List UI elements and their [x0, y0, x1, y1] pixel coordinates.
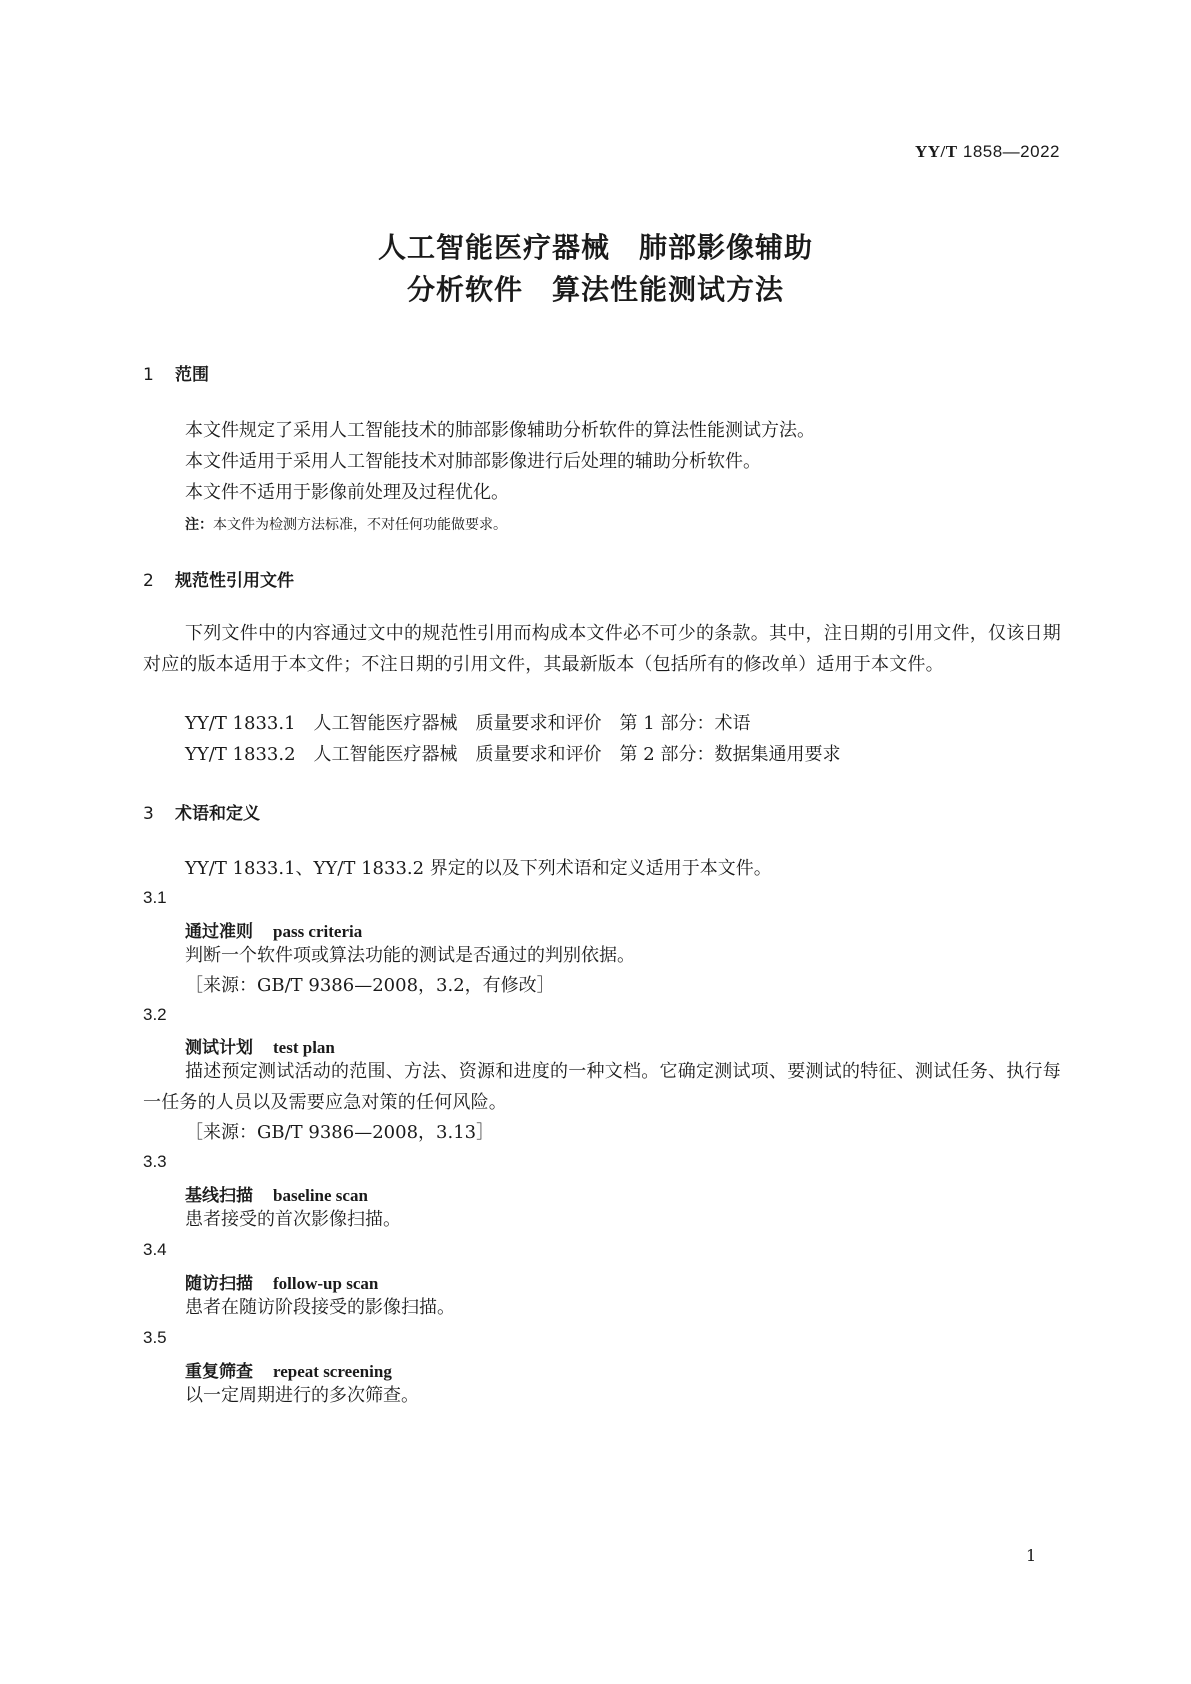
term-heading	[185, 1357, 392, 1382]
reference-subtitle: 质量要求和评价	[475, 713, 602, 734]
standard-code	[915, 142, 1060, 162]
term-definition: 患者在随访阶段接受的影像扫描。	[185, 1297, 455, 1318]
term-number: 3.5	[143, 1328, 167, 1347]
term-zh: 基线扫描	[185, 1186, 253, 1206]
term-en: pass criteria	[273, 922, 363, 941]
term-heading	[185, 1269, 378, 1294]
document-title-line1: 人工智能医疗器械 肺部影像辅助	[377, 231, 813, 264]
term-en: baseline scan	[273, 1186, 368, 1205]
section-3-heading	[143, 799, 260, 824]
reference-title: 人工智能医疗器械	[313, 744, 458, 765]
paragraph: 本文件适用于采用人工智能技术对肺部影像进行后处理的辅助分析软件。	[185, 451, 761, 472]
reference-code: YY/T 1833.1	[185, 713, 296, 734]
term-zh: 重复筛查	[185, 1362, 253, 1382]
page-number: 1	[1026, 1546, 1037, 1565]
reference-item	[185, 739, 840, 770]
term-en: repeat screening	[273, 1362, 392, 1381]
term-zh: 测试计划	[185, 1038, 253, 1058]
term-en: follow-up scan	[273, 1274, 379, 1293]
term-number: 3.2	[143, 1005, 167, 1024]
document-title-line2: 分析软件 算法性能测试方法	[406, 273, 784, 306]
term-definition: 判断一个软件项或算法功能的测试是否通过的判别依据。	[185, 945, 635, 966]
section-number: 1	[143, 365, 154, 385]
term-number: 3.4	[143, 1240, 167, 1259]
section-number: 3	[143, 804, 154, 824]
section-number: 2	[143, 571, 154, 591]
section-title: 范围	[175, 365, 209, 385]
note-label: 注：	[185, 517, 213, 533]
section-title: 规范性引用文件	[175, 571, 294, 591]
paragraph: 本文件规定了采用人工智能技术的肺部影像辅助分析软件的算法性能测试方法。	[185, 420, 815, 441]
paragraph: 本文件不适用于影像前处理及过程优化。	[185, 482, 509, 503]
standard-code-number: 1858—2022	[962, 142, 1060, 161]
reference-subtitle: 质量要求和评价	[475, 744, 602, 765]
term-zh: 通过准则	[185, 922, 253, 942]
term-number: 3.1	[143, 888, 167, 907]
term-definition: 患者接受的首次影像扫描。	[185, 1209, 401, 1230]
section-1-heading	[143, 360, 209, 385]
term-heading	[185, 917, 362, 942]
term-heading	[185, 1033, 335, 1058]
reference-item	[185, 708, 750, 739]
term-definition: 描述预定测试活动的范围、方法、资源和进度的一种文档。它确定测试项、要测试的特征、测试任务、执行每一任务的人员以及需要应急对策的任何风险。	[143, 1061, 1061, 1113]
term-definition: 以一定周期进行的多次筛查。	[185, 1385, 419, 1406]
reference-title: 人工智能医疗器械	[313, 713, 458, 734]
reference-code: YY/T 1833.2	[185, 744, 296, 765]
reference-part: 第 1 部分：术语	[619, 713, 751, 734]
term-number: 3.3	[143, 1152, 167, 1171]
note	[185, 514, 507, 534]
term-en: test plan	[273, 1038, 335, 1057]
term-heading	[185, 1181, 368, 1206]
reference-part: 第 2 部分：数据集通用要求	[619, 744, 841, 765]
section-2-intro: 下列文件中的内容通过文中的规范性引用而构成本文件必不可少的条款。其中，注日期的引用文件，仅该日期对应的版本适用于本文件；不注日期的引用文件，其最新版本（包括所有的修改单）适用于本文件。	[143, 623, 1061, 675]
note-text: 本文件为检测方法标准，不对任何功能做要求。	[213, 517, 507, 533]
term-source: ［来源：GB/T 9386—2008，3.2，有修改］	[185, 975, 555, 996]
section-title: 术语和定义	[175, 804, 260, 824]
term-zh: 随访扫描	[185, 1274, 253, 1294]
standard-code-prefix: YY/T	[915, 142, 958, 161]
section-2-heading	[143, 566, 294, 591]
section-3-intro: YY/T 1833.1、YY/T 1833.2 界定的以及下列术语和定义适用于本文件。	[185, 858, 772, 879]
term-source: ［来源：GB/T 9386—2008，3.13］	[185, 1122, 495, 1143]
